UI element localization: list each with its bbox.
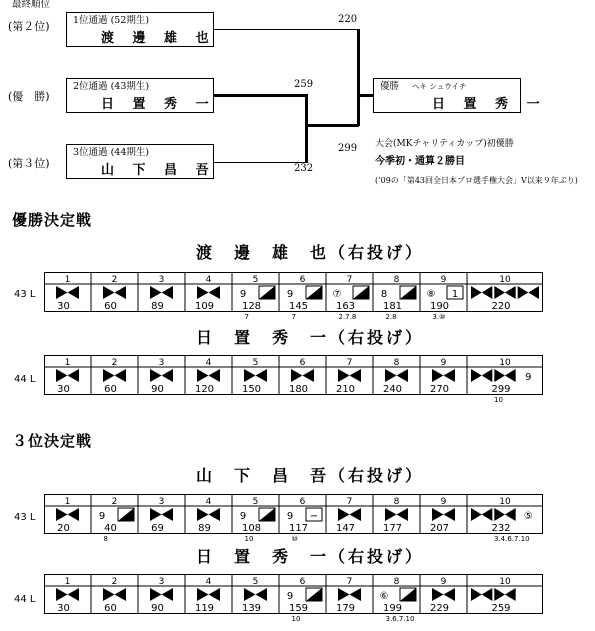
frame-score: 259 (491, 603, 511, 614)
strike-mark (197, 508, 220, 521)
frame-score: 60 (104, 603, 117, 614)
lane-label: 43 L (14, 512, 36, 523)
pin-leave-note: 10 (244, 535, 254, 543)
strike-mark (56, 588, 79, 601)
strike-mark (471, 369, 492, 382)
strike-mark (338, 508, 361, 521)
strike-mark (197, 369, 220, 382)
first-ball: ⑦ (332, 289, 342, 300)
bracket-line (214, 29, 358, 30)
pin-leave-note: 2.8 (385, 313, 397, 321)
frame-score: 119 (194, 603, 215, 614)
strike-mark (432, 588, 455, 601)
note-line: 大会(MKチャリティカップ)初優勝 (375, 139, 514, 149)
pin-leave-note: 7 (244, 313, 249, 321)
lane-label: 44 L (14, 594, 36, 605)
note-line: 今季初・通算２勝目 (375, 156, 465, 167)
first-ball: 9 (239, 511, 247, 522)
frame-number: 7 (346, 275, 353, 285)
frame-number: 6 (299, 358, 306, 368)
frame-score: 210 (335, 384, 356, 395)
bracket-line (357, 29, 360, 126)
player-name: 日 置 秀 一 (101, 97, 216, 112)
frame-number: 2 (111, 358, 118, 368)
strike-mark (494, 508, 515, 521)
frame-score: 30 (57, 603, 70, 614)
frame-score: 181 (382, 301, 403, 312)
strike-mark (471, 286, 492, 299)
frame-score: 190 (429, 301, 450, 312)
frame-score: 147 (335, 523, 356, 534)
frame-number: 4 (205, 275, 212, 285)
seed-box (66, 12, 214, 47)
spare-mark (259, 286, 275, 299)
frame-score: 180 (288, 384, 309, 395)
pin-leave-note: 7 (291, 313, 296, 321)
frame-number: 9 (440, 497, 447, 507)
second-ball: 1 (451, 289, 459, 300)
place-label: (第２位) (8, 20, 50, 33)
frame-number: 1 (64, 275, 71, 285)
pin-leave-note: 8 (103, 535, 108, 543)
frame-score: 299 (491, 384, 511, 395)
frame-number: 5 (252, 358, 259, 368)
frame-number: 8 (393, 497, 400, 507)
seed-box (66, 144, 214, 179)
frame-number: 9 (440, 275, 447, 285)
strike-mark (518, 286, 539, 299)
frame-score: 60 (104, 301, 117, 312)
player-name: 渡 邊 雄 也 (101, 31, 216, 46)
score-sheet (44, 272, 543, 321)
first-ball: 9 (239, 289, 247, 300)
frame-score: 159 (288, 603, 309, 614)
frame-number: 3 (158, 497, 165, 507)
winner-title: 優勝 (380, 81, 400, 92)
strike-mark (197, 286, 220, 299)
frame-number: 5 (252, 497, 259, 507)
frame-score: 89 (151, 301, 164, 312)
frame-number: 4 (205, 497, 212, 507)
strike-mark (103, 286, 126, 299)
frame-number: 10 (499, 275, 511, 285)
frame-score: 177 (382, 523, 403, 534)
strike-mark (56, 369, 79, 382)
winner-name: 日 置 秀 一 (432, 97, 547, 112)
bracket-score: 259 (294, 79, 314, 90)
frame-score: 150 (241, 384, 262, 395)
score-sheet-svg (44, 272, 543, 312)
frame-number: 8 (393, 577, 400, 587)
first-ball: 9 (286, 511, 294, 522)
frame-score: 139 (241, 603, 262, 614)
bracket-score: 220 (338, 14, 358, 25)
frame-number: 7 (346, 577, 353, 587)
seed-box (66, 78, 214, 113)
bracket-line (214, 162, 306, 163)
frame-score: 163 (335, 301, 356, 312)
bracket-heading: 最終順位 (12, 0, 51, 10)
tenth-ball: ⑤ (523, 511, 533, 522)
player-title: 渡 邊 雄 也（右投げ） (196, 243, 425, 262)
bracket-score: 232 (294, 163, 314, 174)
player-title: 日 置 秀 一（右投げ） (196, 328, 425, 347)
frame-score: 220 (491, 301, 511, 312)
seed-line: 1位通過 (52期生) (73, 15, 150, 26)
bracket-line (305, 124, 359, 127)
frame-number: 2 (111, 275, 118, 285)
frame-score: 109 (194, 301, 215, 312)
strike-mark (103, 369, 126, 382)
bracket-line (305, 94, 308, 163)
note-line: (’09の「第43回全日本プロ選手権大会」V以来９年ぶり) (375, 176, 578, 185)
frame-number: 2 (111, 497, 118, 507)
bracket-line (357, 94, 373, 97)
strike-mark (494, 588, 515, 601)
spare-mark (306, 286, 322, 299)
frame-score: 128 (241, 301, 262, 312)
score-sheet-svg (44, 494, 543, 534)
score-sheet-svg (44, 574, 543, 614)
frame-number: 3 (158, 275, 165, 285)
pin-leave-note: ⑩ (291, 535, 298, 543)
strike-mark (471, 588, 492, 601)
strike-mark (385, 369, 408, 382)
frame-number: 10 (499, 358, 511, 368)
frame-number: 2 (111, 577, 118, 587)
strike-mark (432, 369, 455, 382)
frame-number: 7 (346, 497, 353, 507)
first-ball: 9 (286, 289, 294, 300)
frame-score: 207 (429, 523, 450, 534)
strike-mark (291, 369, 314, 382)
pin-leave-note: 3.⑩ (432, 313, 446, 321)
frame-score: 240 (382, 384, 403, 395)
frame-number: 4 (205, 577, 212, 587)
frame-number: 8 (393, 358, 400, 368)
spare-mark (118, 508, 134, 521)
strike-mark (103, 588, 126, 601)
frame-score: 90 (151, 384, 164, 395)
frame-score: 20 (57, 523, 70, 534)
first-ball: ⑧ (426, 289, 436, 300)
strike-mark (432, 508, 455, 521)
place-label: (優 勝) (8, 90, 50, 103)
strike-mark (494, 369, 515, 382)
first-ball: 8 (380, 289, 388, 300)
frame-number: 4 (205, 358, 212, 368)
spare-mark (259, 508, 275, 521)
frame-number: 7 (346, 358, 353, 368)
final-score: 299 (338, 143, 358, 154)
frame-score: 179 (335, 603, 356, 614)
spare-mark (306, 588, 322, 601)
pin-leave-note: 3.6.7.10 (385, 615, 415, 623)
frame-score: 145 (288, 301, 309, 312)
spare-mark (353, 286, 369, 299)
player-name: 山 下 昌 吾 (101, 163, 216, 178)
bracket-line (214, 94, 306, 97)
strike-mark (338, 588, 361, 601)
frame-number: 8 (393, 275, 400, 285)
frame-score: 120 (194, 384, 215, 395)
frame-score: 108 (241, 523, 262, 534)
place-label: (第３位) (8, 157, 50, 170)
strike-mark (385, 508, 408, 521)
strike-mark (150, 508, 173, 521)
frame-number: 6 (299, 275, 306, 285)
first-ball: 9 (286, 591, 294, 602)
strike-mark (150, 286, 173, 299)
section-heading: ３位決定戦 (12, 432, 93, 450)
seed-line: 2位通過 (43期生) (73, 81, 150, 92)
pin-leave-note: 2.7.8 (338, 313, 357, 321)
strike-mark (150, 369, 173, 382)
winner-kana: ヘキ シュウイチ (412, 82, 467, 91)
second-ball: − (309, 511, 319, 522)
score-sheet (44, 574, 543, 623)
strike-mark (56, 286, 79, 299)
strike-mark (338, 369, 361, 382)
strike-mark (197, 588, 220, 601)
frame-number: 5 (252, 275, 259, 285)
frame-score: 270 (429, 384, 450, 395)
strike-mark (56, 508, 79, 521)
frame-number: 1 (64, 577, 71, 587)
frame-score: 40 (104, 523, 117, 534)
spare-mark (400, 286, 416, 299)
winner-box (373, 78, 547, 113)
frame-number: 3 (158, 577, 165, 587)
frame-number: 6 (299, 497, 306, 507)
strike-mark (244, 369, 267, 382)
player-title: 山 下 昌 吾（右投げ） (196, 466, 425, 485)
strike-mark (494, 286, 515, 299)
spare-mark (400, 588, 416, 601)
frame-score: 232 (491, 523, 511, 534)
score-sheet (44, 355, 543, 404)
frame-number: 9 (440, 577, 447, 587)
frame-number: 9 (440, 358, 447, 368)
first-ball: ⑥ (379, 591, 389, 602)
frame-score: 60 (104, 384, 117, 395)
strike-mark (150, 588, 173, 601)
pin-leave-note: 3.4.6.7.10 (494, 535, 530, 543)
lane-label: 44 L (14, 374, 36, 385)
score-sheet-svg (44, 355, 543, 395)
tenth-ball: 9 (525, 372, 532, 383)
score-sheet (44, 494, 543, 543)
frame-score: 30 (57, 384, 70, 395)
strike-mark (244, 588, 267, 601)
frame-score: 89 (198, 523, 211, 534)
frame-score: 30 (57, 301, 70, 312)
frame-number: 5 (252, 577, 259, 587)
frame-score: 90 (151, 603, 164, 614)
player-title: 日 置 秀 一（右投げ） (196, 547, 425, 566)
frame-number: 1 (64, 497, 71, 507)
strike-mark (471, 508, 492, 521)
pin-leave-note: 10 (291, 615, 301, 623)
first-ball: 9 (98, 511, 106, 522)
pin-leave-note: 10 (494, 396, 503, 404)
section-heading: 優勝決定戦 (12, 211, 93, 229)
frame-number: 10 (499, 497, 511, 507)
frame-number: 1 (64, 358, 71, 368)
frame-number: 6 (299, 577, 306, 587)
frame-score: 199 (382, 603, 403, 614)
frame-number: 10 (499, 577, 511, 587)
lane-label: 43 L (14, 289, 36, 300)
frame-score: 229 (429, 603, 450, 614)
seed-line: 3位通過 (44期生) (73, 147, 150, 158)
frame-score: 69 (151, 523, 164, 534)
frame-score: 117 (288, 523, 309, 534)
frame-number: 3 (158, 358, 165, 368)
